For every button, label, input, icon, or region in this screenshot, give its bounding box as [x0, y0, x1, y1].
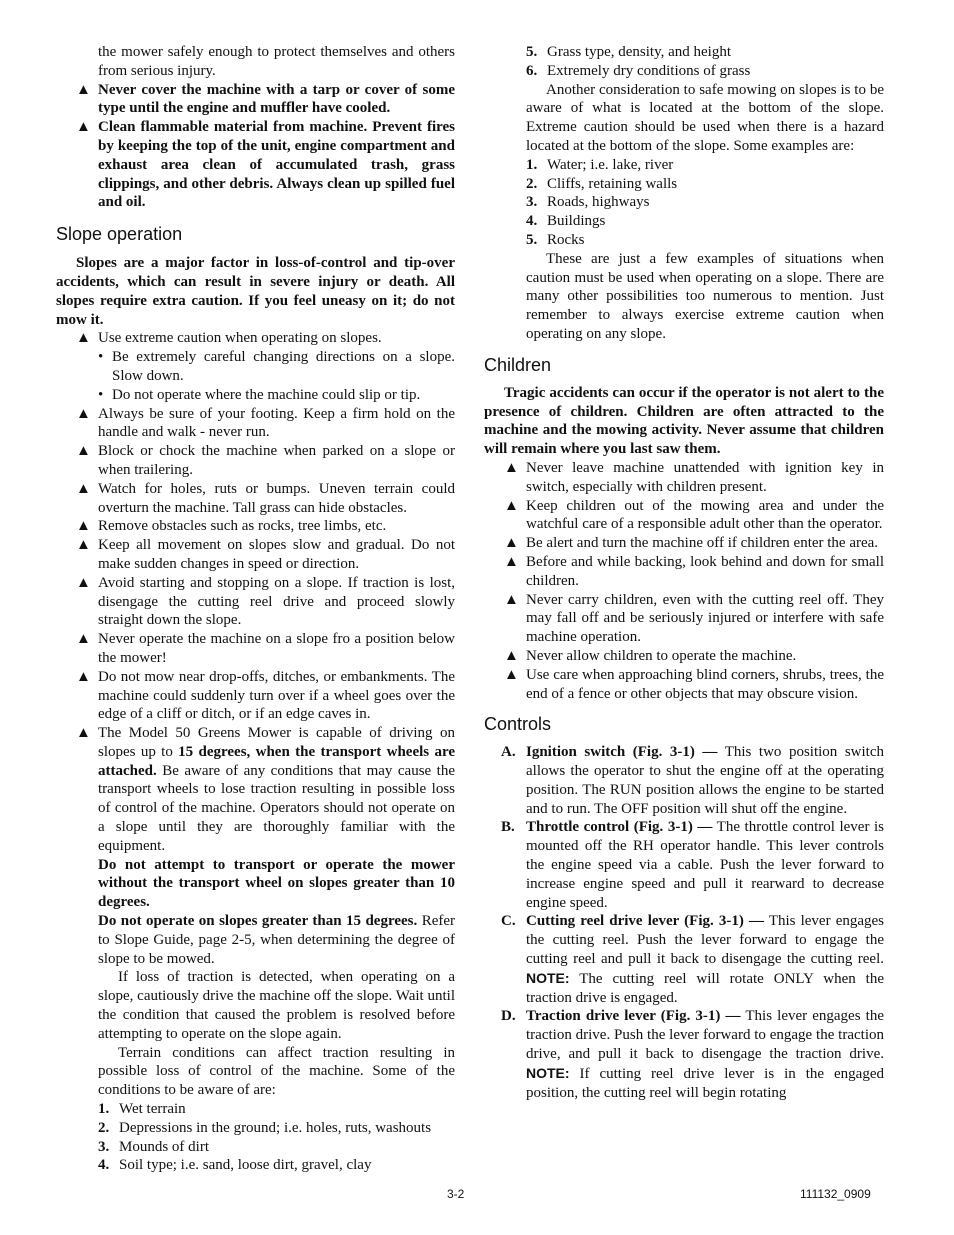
slope-warning-bold: Do not attempt to transport or operate the mower without the transport wheel on slopes greater than 10 degrees.	[98, 856, 455, 911]
list-item: ▲ The Model 50 Greens Mower is capable of driving on slopes up to 15 degrees, when the transport wheels are attached. Be aware of any conditions that may cause the transport wheels to lose traction resulting in possible loss of control of the machine. Operators should not operate on a slope until they are thoroughly familiar with the equipment.	[56, 724, 455, 856]
list-text: Grass type, density, and height	[547, 44, 731, 60]
triangle-bullet-icon: ▲	[76, 574, 91, 591]
children-intro: Tragic accidents can occur if the operator is not alert to the presence of children. Children are often attracted to the machine and the mowing activity. Never assume that children will remain where you last saw them.	[484, 384, 884, 458]
triangle-bullet-icon: ▲	[504, 535, 519, 552]
triangle-bullet-icon: ▲	[76, 443, 91, 460]
list-text: Roads, highways	[547, 194, 650, 211]
triangle-bullet-icon: ▲	[76, 725, 91, 742]
control-ignition-switch: A. Ignition switch (Fig. 3-1) — This two position switch allows the operator to shut the engine off at the operating position. The RUN position allows the engine to be started and to run. The OFF position will shut off the engine.	[501, 744, 884, 817]
triangle-bullet-icon: ▲	[76, 81, 91, 98]
triangle-bullet-icon: ▲	[504, 497, 519, 514]
list-text: Water; i.e. lake, river	[547, 156, 674, 173]
list-item: ▲ Never operate the machine on a slope fro a position below the mower!	[56, 630, 455, 668]
list-text: Mounds of dirt	[119, 1138, 209, 1155]
triangle-bullet-icon: ▲	[76, 631, 91, 648]
list-item: ▲ Keep all movement on slopes slow and gradual. Do not make sudden changes in speed or direction.	[56, 536, 455, 574]
list-number: 6.	[526, 62, 538, 79]
list-number: 5.	[526, 44, 538, 60]
section-heading-controls: Controls	[484, 714, 552, 735]
left-column	[56, 43, 455, 1175]
terrain-paragraph: Terrain conditions can affect traction resulting in possible loss of control of the machine. Some of the conditions to be aware of are:	[98, 1044, 455, 1099]
list-item	[56, 1156, 455, 1175]
triangle-bullet-icon: ▲	[76, 405, 91, 422]
intro-text: the mower safely enough to protect themselves and others from serious injury.	[98, 44, 455, 79]
list-item	[484, 193, 884, 212]
section-heading-children: Children	[484, 354, 552, 375]
triangle-bullet-icon: ▲	[504, 459, 519, 476]
list-text: Cliffs, retaining walls	[547, 175, 678, 192]
list-item: ▲ Use care when approaching blind corners, shrubs, trees, the end of a fence or other objects that may obscure vision.	[484, 666, 884, 704]
triangle-bullet-icon: ▲	[76, 480, 91, 497]
triangle-bullet-icon: ▲	[76, 330, 91, 347]
list-item: ▲ Always be sure of your footing. Keep a firm hold on the handle and walk - never run.	[56, 405, 455, 443]
list-number: 1.	[526, 156, 538, 173]
list-text: Extremely dry conditions of grass	[547, 62, 751, 79]
list-item: ▲ Before and while backing, look behind and down for small children.	[484, 553, 884, 591]
control-traction-drive-lever: D. Traction drive lever (Fig. 3-1) — This lever engages the traction drive. Push the lever forward to engage the traction drive, and pull it back to disengage the traction drive. NOTE: If cutting reel drive lever is in the engaged position, the cutting reel will begin rotating	[501, 1008, 884, 1101]
list-item	[484, 212, 884, 231]
list-item	[484, 231, 884, 250]
triangle-bullet-icon: ▲	[76, 668, 91, 685]
list-item: ▲ Do not mow near drop-offs, ditches, or embankments. The machine could suddenly turn over if a wheel goes over the edge of a cliff or ditch, or if an edge caves in.	[56, 668, 455, 724]
list-text: Rocks	[547, 231, 585, 248]
list-item: ▲ Never carry children, even with the cutting reel off. They may fall off and be seriously injured or interfere with safe machine operation.	[484, 591, 884, 647]
triangle-bullet-icon: ▲	[504, 647, 519, 664]
list-item: ▲ Watch for holes, ruts or bumps. Uneven terrain could overturn the machine. Tall grass can hide obstacles.	[56, 480, 455, 518]
triangle-bullet-icon: ▲	[76, 119, 91, 136]
list-item	[484, 175, 884, 194]
triangle-bullet-icon: ▲	[504, 591, 519, 608]
list-number: 4.	[526, 213, 538, 230]
note-label: NOTE:	[526, 969, 570, 986]
list-text: Soil type; i.e. sand, loose dirt, gravel, clay	[119, 1157, 372, 1174]
examples-paragraph: These are just a few examples of situations when caution must be used when operating on a slope. There are many other possibilities too numerous to mention. Just remember to always exercise extreme caution when operating on any slope.	[526, 250, 884, 342]
list-number: 5.	[526, 231, 538, 248]
slope-intro: Slopes are a major factor in loss-of-control and tip-over accidents, which can result in severe injury or death. All slopes require extra caution. If you feel uneasy on it; do not mow it.	[56, 255, 455, 328]
warning-item: ▲ Clean flammable material from machine. Prevent fires by keeping the top of the unit, engine compartment and exhaust area clean of accumulated trash, grass clippings, and other debris. Always clean up spilled fuel and oil.	[56, 118, 455, 212]
list-item	[484, 156, 884, 175]
list-item: ▲ Never leave machine unattended with ignition key in switch, especially with children present.	[484, 459, 884, 497]
list-item	[484, 43, 884, 62]
slope-limit-text: Do not operate on slopes greater than 15 degrees. Refer to Slope Guide, page 2-5, when determining the degree of slope to be mowed.	[98, 913, 456, 967]
list-item	[56, 1100, 455, 1119]
list-text: Depressions in the ground; i.e. holes, ruts, washouts	[119, 1119, 432, 1136]
right-column	[484, 43, 884, 1102]
dot-bullet-icon: •	[98, 349, 104, 366]
conditions-list	[56, 1100, 455, 1175]
list-number: 4.	[98, 1157, 110, 1174]
section-heading-slope-operation: Slope operation	[56, 224, 183, 245]
list-item: ▲ Use extreme caution when operating on slopes.	[56, 329, 455, 348]
note-label: NOTE:	[526, 1064, 570, 1081]
control-cutting-reel-drive-lever: C. Cutting reel drive lever (Fig. 3-1) — This lever engages the cutting reel. Push the lever forward to engage the cutting reel and pull it back to disengage the cutting reel. NOTE: The cutting reel will rotate ONLY when the traction drive is engaged.	[501, 913, 885, 1006]
warning-item: ▲ Never cover the machine with a tarp or cover of some type until the engine and muffler have cooled.	[56, 81, 455, 119]
document-code: 111132_0909	[800, 1187, 871, 1201]
triangle-bullet-icon: ▲	[76, 537, 91, 554]
list-text: Wet terrain	[119, 1101, 186, 1118]
sub-list-item: • Do not operate where the machine could slip or tip.	[98, 386, 421, 403]
control-throttle: B. Throttle control (Fig. 3-1) — The throttle control lever is mounted off the RH operator handle. This lever controls the engine speed via a cable. Push the lever forward to increase engine speed and pull it rearward to decrease engine speed.	[501, 819, 885, 911]
dot-bullet-icon: •	[98, 386, 104, 403]
traction-paragraph: If loss of traction is detected, when operating on a slope, cautiously drive the machine off the slope. Wait until the condition that caused the problem is resolved before attempting to operate on the slope again.	[98, 969, 455, 1042]
triangle-bullet-icon: ▲	[504, 553, 519, 570]
page-number: 3-2	[447, 1187, 465, 1201]
conditions-list-continued	[484, 43, 884, 81]
list-number: 3.	[98, 1138, 110, 1155]
slope-bottom-paragraph: Another consideration to safe mowing on slopes is to be aware of what is located at the bottom of the slope. Extreme caution should be used when there is a hazard located at the bottom of the slope. Some examples are:	[526, 81, 884, 154]
list-text: Buildings	[547, 213, 606, 230]
triangle-bullet-icon: ▲	[76, 518, 91, 535]
sub-list-item: • Be extremely careful changing directions on a slope. Slow down.	[98, 349, 455, 384]
list-item: ▲ Avoid starting and stopping on a slope. If traction is lost, disengage the cutting reel drive and proceed slowly straight down the slope.	[56, 574, 455, 630]
list-item	[484, 62, 884, 81]
list-number: 3.	[526, 194, 538, 211]
list-item: ▲ Keep children out of the mowing area and under the watchful care of a responsible adult other than the operator.	[484, 497, 884, 535]
list-number: 1.	[98, 1101, 110, 1118]
hazard-list	[484, 156, 884, 250]
list-item	[56, 1119, 455, 1138]
list-number: 2.	[98, 1119, 110, 1136]
list-item: ▲ Block or chock the machine when parked on a slope or when trailering.	[56, 442, 455, 480]
list-item: ▲ Never allow children to operate the machine.	[484, 647, 884, 666]
list-item: ▲ Be alert and turn the machine off if children enter the area.	[484, 534, 884, 553]
list-number: 2.	[526, 175, 538, 192]
list-item	[56, 1138, 455, 1157]
list-item: ▲ Remove obstacles such as rocks, tree limbs, etc.	[56, 517, 455, 536]
triangle-bullet-icon: ▲	[504, 666, 519, 683]
